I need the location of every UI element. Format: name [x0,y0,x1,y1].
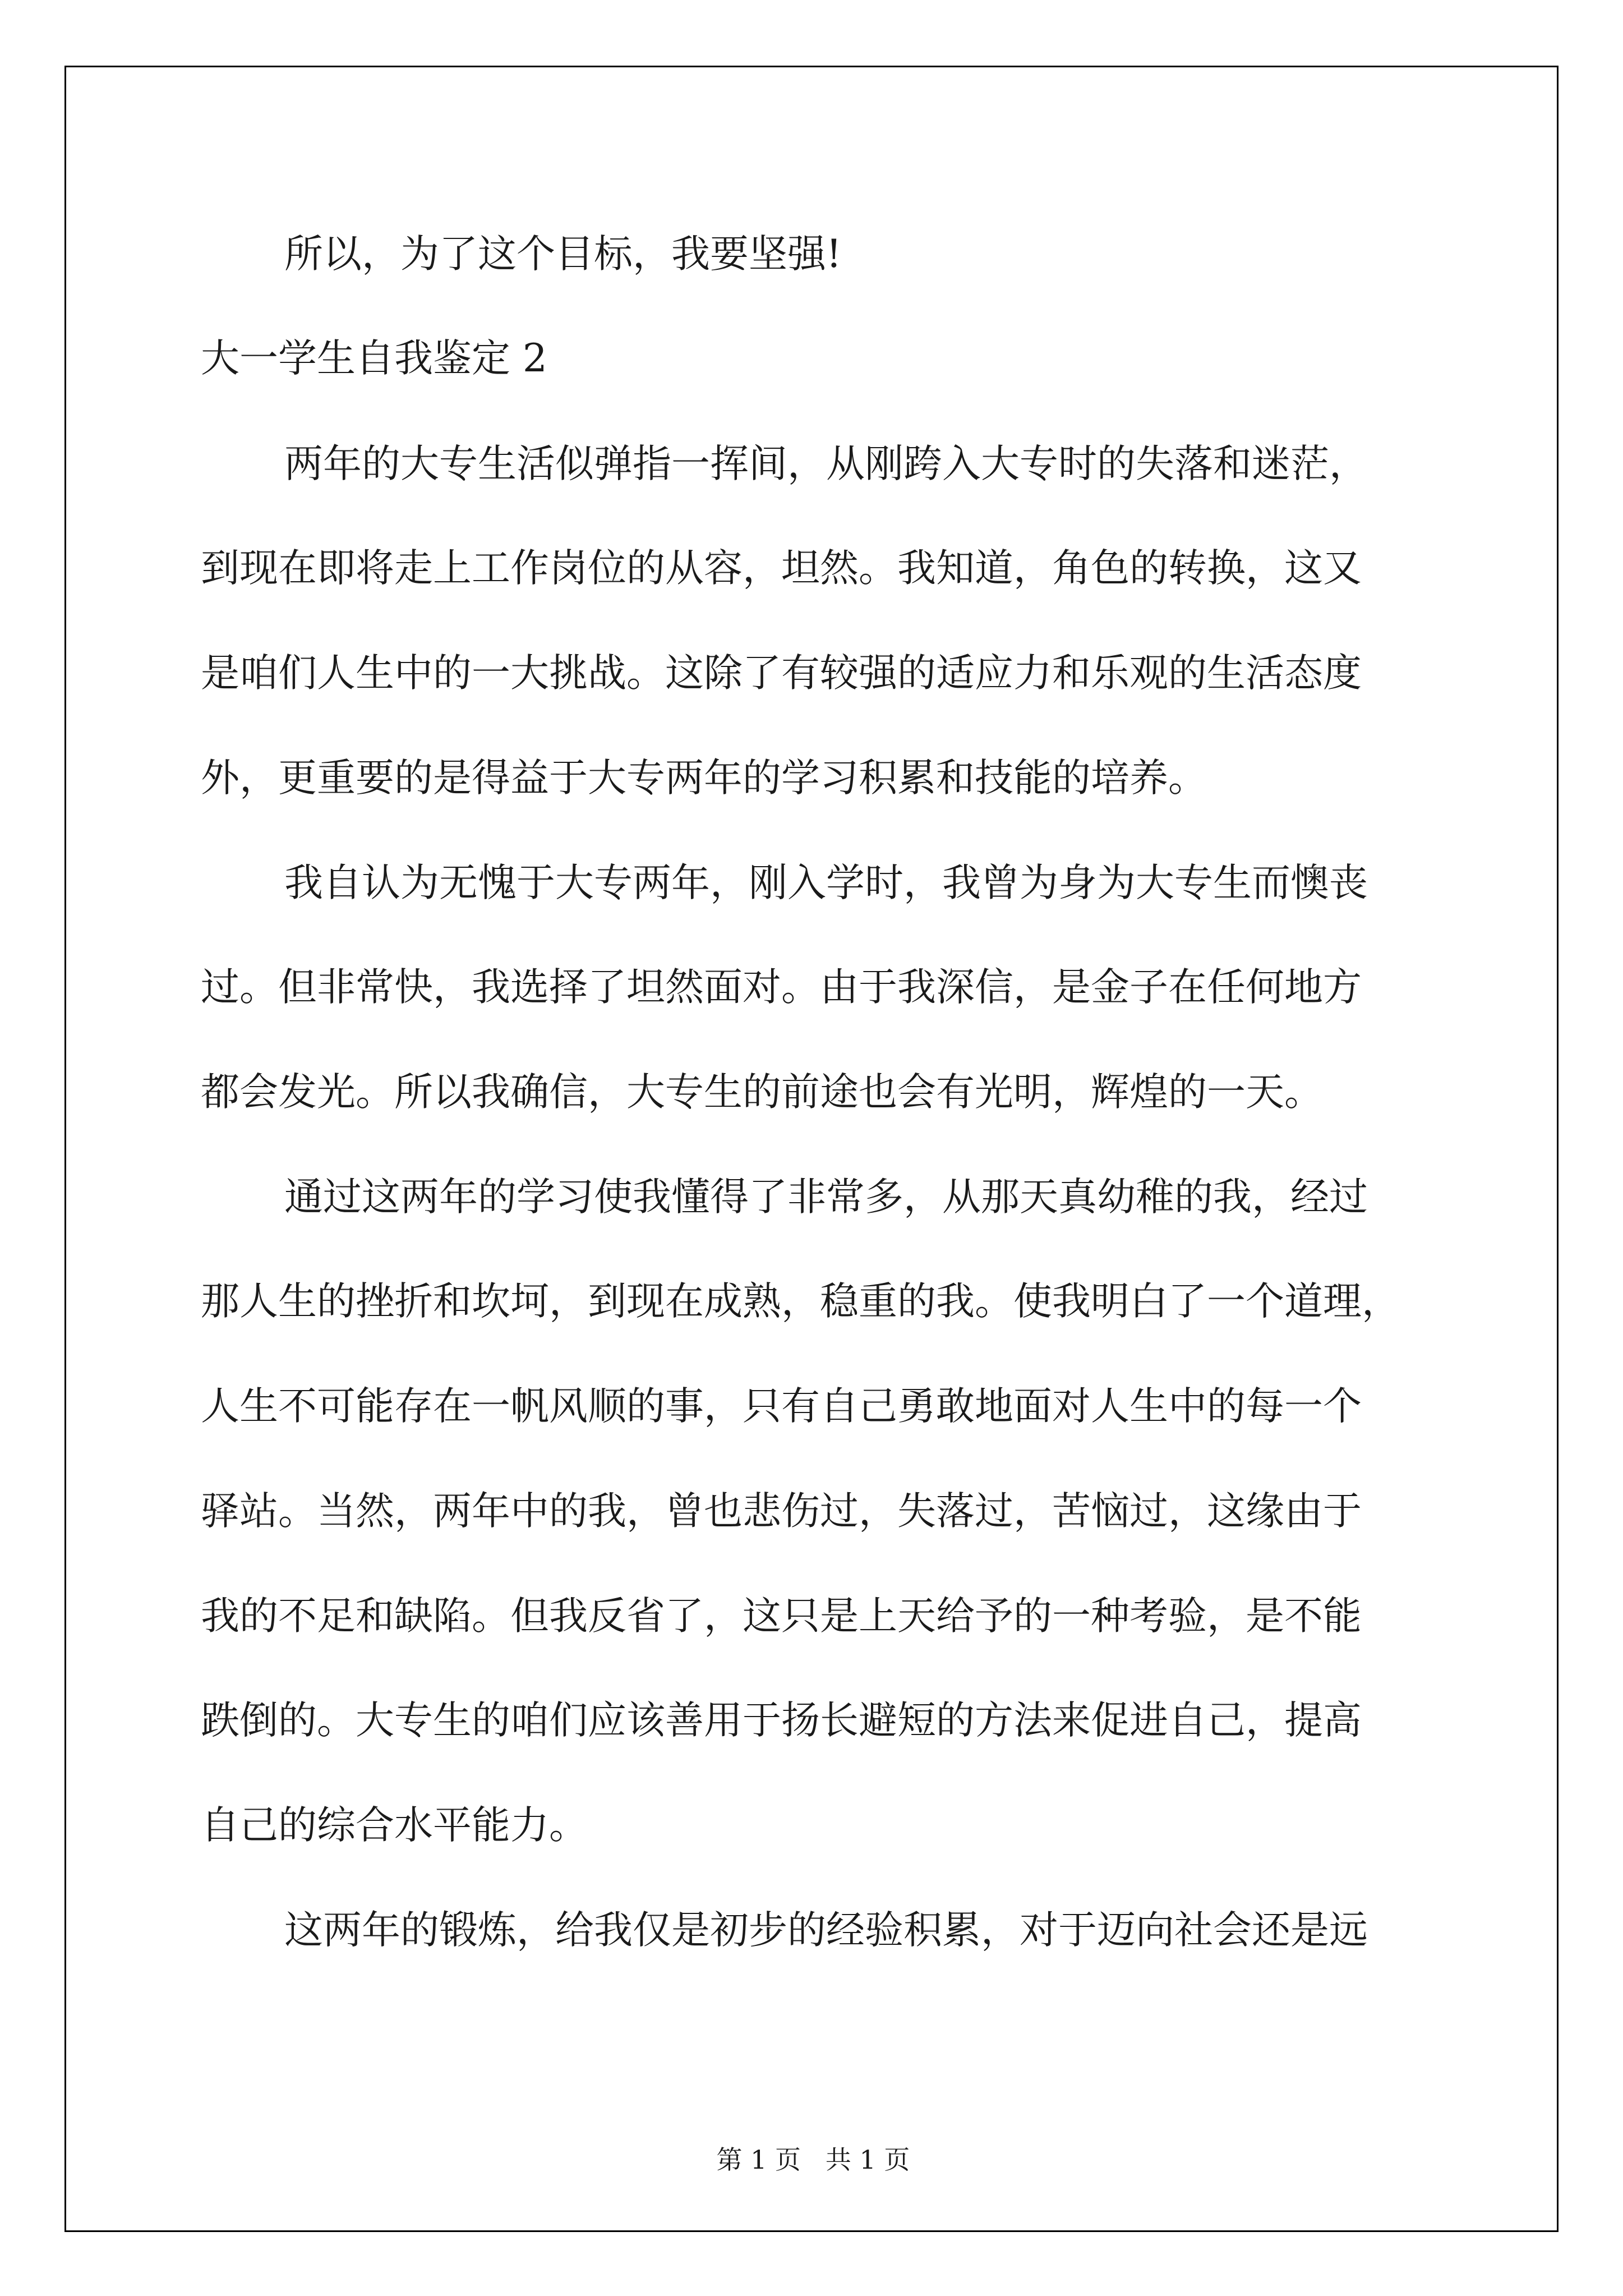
paragraph-line: 自己的综合水平能力。 [201,1803,588,1848]
paragraph-line: 到现在即将走上工作岗位的从容，坦然。我知道，角色的转换，这又 [201,546,1362,591]
paragraph-line: 通过这两年的学习使我懂得了非常多，从那天真幼稚的我，经过 [284,1175,1368,1220]
paragraph-line: 我自认为无愧于大专两年，刚入学时，我曾为身为大专生而懊丧 [284,861,1368,905]
paragraph-line: 那人生的挫折和坎坷，到现在成熟，稳重的我。使我明白了一个道理， [201,1279,1400,1324]
paragraph-line: 驿站。当然，两年中的我，曾也悲伤过，失落过，苦恼过，这缘由于 [201,1489,1362,1534]
paragraph-line: 外，更重要的是得益于大专两年的学习积累和技能的培养。 [201,756,1207,800]
paragraph-line: 我的不足和缺陷。但我反省了，这只是上天给予的一种考验，是不能 [201,1594,1362,1639]
paragraph-line: 是咱们人生中的一大挑战。这除了有较强的适应力和乐观的生活态度 [201,651,1362,696]
paragraph-line: 人生不可能存在一帆风顺的事，只有自己勇敢地面对人生中的每一个 [201,1384,1362,1429]
document-page [64,66,1559,2232]
page-footer: 第 1 页 共 1 页 [716,2145,910,2175]
paragraph-line: 两年的大专生活似弹指一挥间，从刚跨入大专时的失落和迷茫， [284,441,1368,486]
paragraph-line: 所以，为了这个目标，我要坚强! [284,232,842,277]
paragraph-line: 过。但非常快，我选择了坦然面对。由于我深信，是金子在任何地方 [201,965,1362,1010]
paragraph-line: 这两年的锻炼，给我仅是初步的经验积累，对于迈向社会还是远 [284,1908,1368,1953]
paragraph-line: 都会发光。所以我确信，大专生的前途也会有光明，辉煌的一天。 [201,1070,1323,1115]
paragraph-line: 跌倒的。大专生的咱们应该善用于扬长避短的方法来促进自己，提高 [201,1698,1362,1743]
section-heading: 大一学生自我鉴定 2 [201,336,547,381]
